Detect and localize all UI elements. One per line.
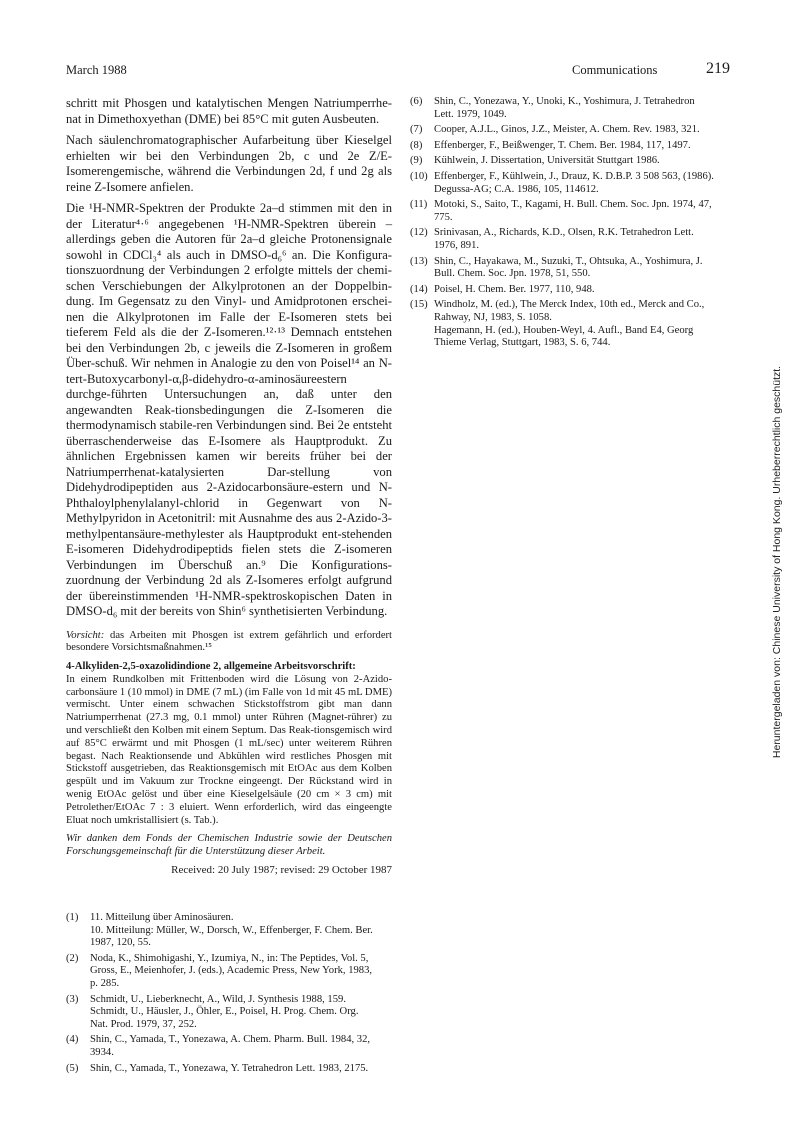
reference-line: Srinivasan, A., Richards, K.D., Olsen, R.K. Tetrahedron Lett. [434, 227, 694, 239]
reference-line: Motoki, S., Saito, T., Kagami, H. Bull. Chem. Soc. Jpn. 1974, 47, [434, 199, 712, 211]
reference-number: (2) [66, 952, 79, 964]
reference-line: Hagemann, H. (ed.), Houben-Weyl, 4. Aufl., Band E4, Georg [434, 324, 694, 336]
page-number: 219 [706, 60, 730, 77]
reference-item [410, 140, 740, 153]
body-paragraph-3: Die ¹H-NMR-Spektren der Produkte 2a–d stimmen mit den in der Literatur⁴·⁶ angegebenen ¹H-NMR-Spektren überein – allerdings geben die Autoren für 2a–d gleiche Protonensignale sowohl in CDCl₃⁴ als auch in DMSO-d₆⁶ an. Die Konfigura-tionszuordnung der Verbindungen 2 erfolgte mittels der chemi-schen Verschiebungen der Alkylprotonen an der Doppelbin-dung. Im Gegensatz zu den Vinyl- und Amidprotonen erschei-nen die Alkylprotonen im Falle der E-Isomeren stets bei tieferem Feld als die der Z-Isomeren.¹²·¹³ Demnach entstehen bei den Verbindungen 2b, c jeweils die Z-Isomeren in großem Über-schuß. Wir nehmen in Analogie zu den von Poisel¹⁴ an N-tert-Butoxycarbonyl-α,β-didehydro-α-aminosäureestern durchge-führten Untersuchungen an, daß unter den angewandten Reak-tionsbedingungen die Z-Isomeren die thermodynamisch stabile-ren Verbindungen sind. Bei 2e entsteht überraschenderweise das E-Isomere als Hauptprodukt. Zu ähnlichen Ergebnissen kamen wir bereits früher bei der Natriumperrhenat-katalysierten Dar-stellung von Didehydrodipeptiden aus 2-Azidocarbonsäure-estern und N-Phthaloylphenylalanyl-chlorid in Gegenwart von N-Methylpyridon in Acetonitril: mit Ausnahme des aus 2-Azido-3-methylpentansäure-methylester als Hauptprodukt ent-stehenden E-isomeren Didehydrodipeptids fielen stets die Z-isomeren Verbindungen im Überschuß an.⁹ Die Konfigurations-zuordnung der Verbindung 2d als Z-Isomeres erfolgt aufgrund der übereinstimmenden ¹H-NMR-spektroskopischen Daten in DMSO-d₆ mit der bereits von Shin⁶ synthetisierten Verbindung. [66, 201, 392, 618]
reference-number: (5) [66, 1062, 79, 1074]
reference-text [434, 284, 740, 297]
header-date: March 1988 [66, 63, 127, 77]
reference-text [90, 994, 392, 1032]
download-watermark: Heruntergeladen von: Chinese University of Hong Kong. Urheberrechtlich geschützt. [771, 365, 783, 759]
reference-item [410, 299, 740, 349]
reference-line: Schmidt, U., Häusler, J., Öhler, E., Poisel, H. Prog. Chem. Org. [90, 1006, 359, 1018]
reference-text [434, 124, 740, 137]
reference-line: Shin, C., Yamada, T., Yonezawa, A. Chem. Pharm. Bull. 1984, 32, [90, 1034, 371, 1046]
reference-line: 1976, 891. [434, 239, 480, 251]
reference-item [66, 1063, 392, 1076]
reference-text [434, 96, 740, 121]
reference-number: (3) [66, 993, 79, 1005]
reference-text [90, 1063, 392, 1076]
reference-text [434, 256, 740, 281]
reference-line: Lett. 1979, 1049. [434, 108, 507, 120]
body-paragraph-1: schritt mit Phosgen und katalytischen Mengen Natriumperrhe-nat in Dimethoxyethan (DME) bei 85°C mit guten Ausbeuten. [66, 96, 392, 126]
reference-number: (7) [410, 124, 423, 136]
reference-line: p. 285. [90, 977, 120, 989]
reference-text [434, 155, 740, 168]
reference-line: Windholz, M. (ed.), The Merck Index, 10th ed., Merck and Co., [434, 299, 705, 311]
reference-number: (9) [410, 155, 423, 167]
reference-item [410, 96, 740, 121]
reference-line: 3934. [90, 1046, 114, 1058]
caution-note [66, 630, 392, 656]
reference-line: 11. Mitteilung über Aminosäuren. [90, 912, 234, 923]
reference-number: (1) [66, 912, 79, 923]
reference-item [410, 155, 740, 168]
reference-line: Kühlwein, J. Dissertation, Universität Stuttgart 1986. [434, 155, 660, 167]
caution-text: das Arbeiten mit Phosgen ist extrem gefährlich und erfordert besondere Vorsichtsmaßnahmen.¹⁵ [66, 629, 392, 654]
reference-text [434, 171, 740, 196]
procedure-title: 4-Alkyliden-2,5-oxazolidindione 2, allgemeine Arbeitsvorschrift: [66, 661, 356, 673]
reference-item [66, 912, 392, 950]
procedure-text: In einem Rundkolben mit Frittenboden wird die Lösung von 2-Azido-carbonsäure 1 (10 mmol) in DME (7 mL) (im Falle von 1d mit 45 mL DME) vermischt. Unter einem schwachen Stickstoffstrom gibt man dann Natriumperrhenat (27.3 mg, 0.1 mmol) unter Rühren (Magnet-rührer) zu und verschließt den Kolben mit einem Septum. Das Reak-tionsgemisch wird auf 85°C erwärmt und mit Phosgen (1 mL/sec) unter weiterem Rühren begast. Nach Reaktionsende und Abkühlen wird restliches Phosgen mit Stickstoff ausgetrieben, das Reaktionsgemisch mit EtOAc aus dem Kolben gespült und im Vakuum zur Trockne eingeengt. Der Rückstand wird in wenig EtOAc gelöst und über eine Kieselgelsäule (20 cm × 3 cm) mit Petrolether/EtOAc 7 : 3 eluiert. Wenn erforderlich, wird das eingeengte Eluat noch umkristallisiert (s. Tab.). [66, 673, 392, 826]
reference-number: (6) [410, 96, 423, 107]
reference-line: 1987, 120, 55. [90, 937, 151, 949]
reference-item [66, 953, 392, 991]
reference-line: Poisel, H. Chem. Ber. 1977, 110, 948. [434, 283, 595, 295]
reference-text [434, 199, 740, 224]
reference-item [410, 199, 740, 224]
reference-line: Effenberger, F., Beißwenger, T. Chem. Ber. 1984, 117, 1497. [434, 139, 691, 151]
reference-text [90, 953, 392, 991]
reference-text [434, 227, 740, 252]
received-date: Received: 20 July 1987; revised: 29 October 1987 [171, 864, 392, 876]
reference-line: Cooper, A.J.L., Ginos, J.Z., Meister, A. Chem. Rev. 1983, 321. [434, 124, 700, 136]
reference-line: Noda, K., Shimohigashi, Y., Izumiya, N., in: The Peptides, Vol. 5, [90, 952, 369, 964]
reference-line: Degussa-AG; C.A. 1986, 105, 114612. [434, 183, 599, 195]
reference-number: (11) [410, 199, 428, 211]
reference-item [66, 994, 392, 1032]
reference-item [410, 284, 740, 297]
reference-text [434, 140, 740, 153]
reference-line: Nat. Prod. 1979, 37, 252. [90, 1018, 197, 1030]
header-section: Communications [572, 63, 658, 77]
reference-list-right [410, 96, 740, 353]
reference-line: Rahway, NJ, 1983, S. 1058. [434, 311, 552, 323]
reference-line: 775. [434, 211, 453, 223]
reference-line: Effenberger, F., Kühlwein, J., Drauz, K. D.B.P. 3 508 563, (1986). [434, 170, 714, 182]
reference-line: Shin, C., Yonezawa, Y., Unoki, K., Yoshimura, J. Tetrahedron [434, 96, 695, 107]
reference-list-bottom [66, 912, 392, 1078]
reference-line: Schmidt, U., Lieberknecht, A., Wild, J. Synthesis 1988, 159. [90, 993, 346, 1005]
reference-number: (4) [66, 1034, 79, 1046]
reference-text [90, 1034, 392, 1059]
reference-text [434, 299, 740, 349]
reference-text [90, 912, 392, 950]
reference-number: (8) [410, 139, 423, 151]
reference-line: Shin, C., Hayakawa, M., Suzuki, T., Ohtsuka, A., Yoshimura, J. [434, 255, 703, 267]
reference-item [410, 227, 740, 252]
reference-line: Shin, C., Yamada, T., Yonezawa, Y. Tetrahedron Lett. 1983, 2175. [90, 1062, 369, 1074]
reference-number: (15) [410, 299, 428, 311]
reference-item [410, 256, 740, 281]
reference-item [410, 124, 740, 137]
caution-label: Vorsicht: [66, 629, 105, 641]
reference-line: Thieme Verlag, Stuttgart, 1983, S. 6, 744. [434, 337, 611, 349]
left-column [66, 96, 392, 865]
reference-item [410, 171, 740, 196]
reference-item [66, 1034, 392, 1059]
acknowledgement: Wir danken dem Fonds der Chemischen Industrie sowie der Deutschen Forschungsgemeinschaft für die Unterstützung dieser Arbeit. [66, 833, 392, 858]
reference-line: Bull. Chem. Soc. Jpn. 1978, 51, 550. [434, 268, 591, 280]
reference-number: (14) [410, 283, 428, 295]
reference-line: 10. Mitteilung: Müller, W., Dorsch, W., Effenberger, F. Chem. Ber. [90, 924, 373, 936]
body-paragraph-2: Nach säulenchromatographischer Aufarbeitung über Kieselgel erhielten wir bei den Verbindungen 2b, c und 2e Z/E-Isomerengemische, während die Verbindungen 2d, f und 2g als reine Z-Isomere anfielen. [66, 133, 392, 194]
reference-number: (12) [410, 227, 428, 239]
reference-number: (13) [410, 255, 428, 267]
reference-line: Gross, E., Meienhofer, J. (eds.), Academic Press, New York, 1983, [90, 965, 373, 977]
reference-number: (10) [410, 170, 428, 182]
